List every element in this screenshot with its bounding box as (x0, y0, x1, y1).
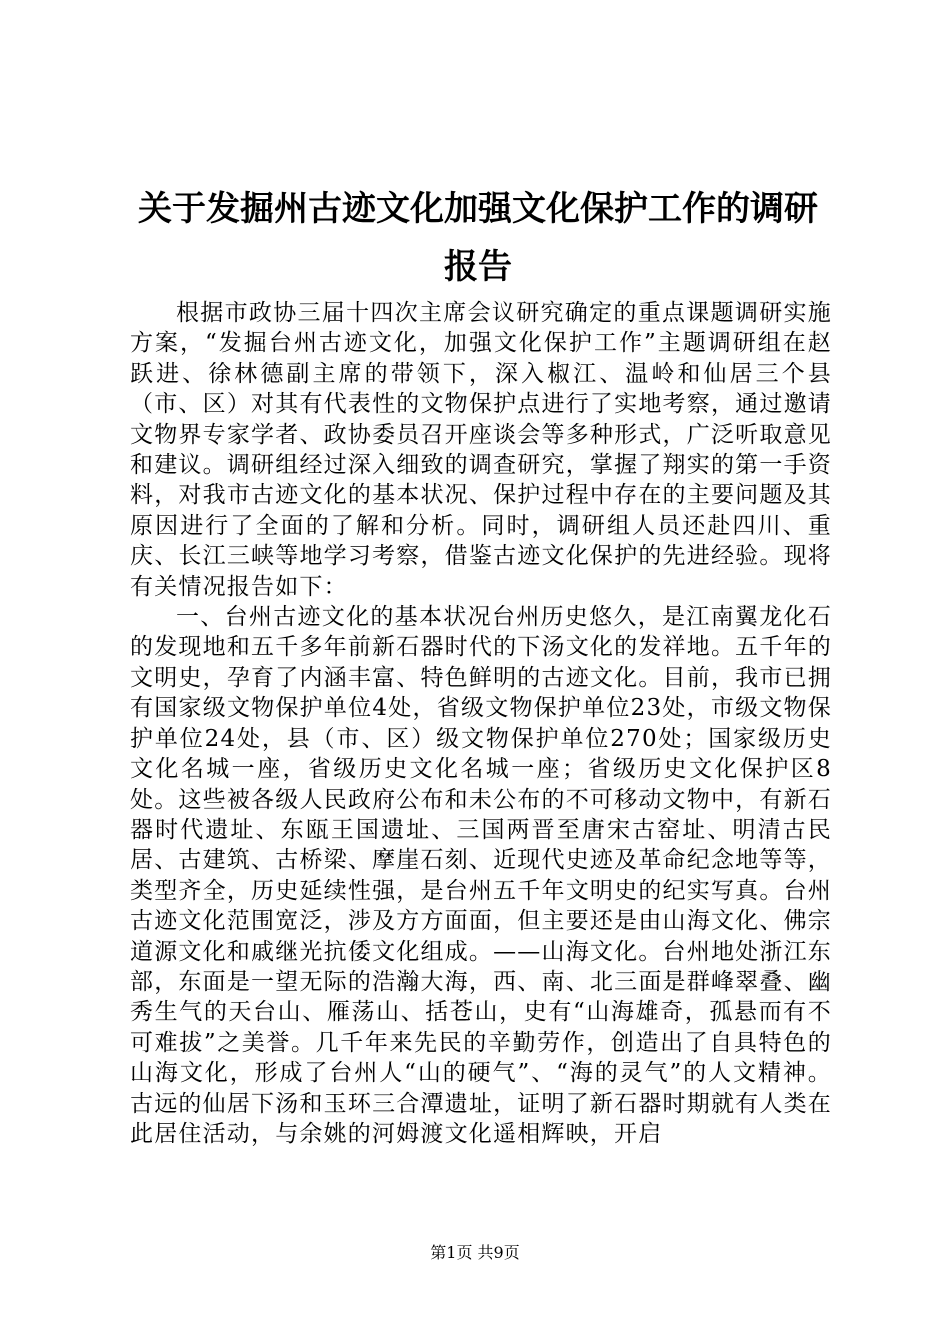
document-title: 关于发掘州古迹文化加强文化保护工作的调研报告 (138, 189, 818, 287)
page-footer: 第1页 共9页 (430, 1243, 520, 1262)
paragraph-section-1: 一、台州古迹文化的基本状况台州历史悠久，是江南翼龙化石的发现地和五千多年前新石器时代的下汤文化的发祥地。五千年的文明史，孕育了内涵丰富、特色鲜明的古迹文化。目前，我市已拥有国家级文物保护单位4处，省级文物保护单位23处，市级文物保护单位24处，县（市、区）级文物保护单位270处；国家级历史文化名城一座，省级历史文化名城一座；省级历史文化保护区8处。这些被各级人民政府公布和未公布的不可移动文物中，有新石器时代遗址、东瓯王国遗址、三国两晋至唐宋古窑址、明清古民居、古建筑、古桥梁、摩崖石刻、近现代史迹及革命纪念地等等，类型齐全，历史延续性强，是台州五千年文明史的纪实写真。台州古迹文化范围宽泛，涉及方方面面，但主要还是由山海文化、佛宗道源文化和戚继光抗倭文化组成。——山海文化。台州地处浙江东部，东面是一望无际的浩瀚大海，西、南、北三面是群峰翠叠、幽秀生气的天台山、雁荡山、括苍山，史有“山海雄奇，孤悬而有不可难拔”之美誉。几千年来先民的辛勤劳作，创造出了自具特色的山海文化，形成了台州人“山的硬气”、“海的灵气”的人文精神。古远的仙居下汤和玉环三合潭遗址，证明了新石器时期就有人类在此居住活动，与余姚的河姆渡文化遥相辉映，开启 (130, 604, 832, 1147)
paragraph-intro: 根据市政协三届十四次主席会议研究确定的重点课题调研实施方案，“发掘台州古迹文化，加强文化保护工作”主题调研组在赵跃进、徐林德副主席的带领下，深入椒江、温岭和仙居三个县（市、区）对其有代表性的文物保护点进行了实地考察，通过邀请文物界专家学者、政协委员召开座谈会等多种形式，广泛听取意见和建议。调研组经过深入细致的调查研究，掌握了翔实的第一手资料，对我市古迹文化的基本状况、保护过程中存在的主要问题及其原因进行了全面的了解和分析。同时，调研组人员还赴四川、重庆、长江三峡等地学习考察，借鉴古迹文化保护的先进经验。现将有关情况报告如下： (130, 300, 832, 600)
document-body (130, 298, 832, 1149)
